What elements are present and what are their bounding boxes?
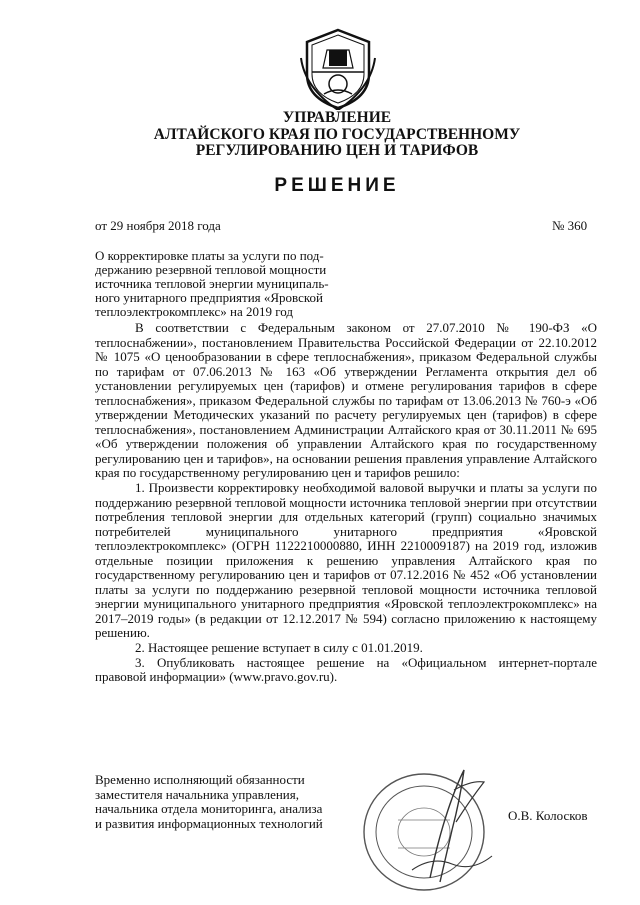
- preamble-paragraph: В соответствии с Федеральным законом от 27.07.2010 № 190-ФЗ «О теплоснабжении», постановлением Правительства Российской Федерации от 22.10.2012 № 1075 «О ценообразовании в сфере теплоснабжения», приказом Федеральной службы по тарифам от 07.06.2013 № 163 «Об утверждении Регламента открытия дел об установлении регулируемых цен (тарифов) и отмене регулирования тарифов в сфере теплоснабжения», приказом Федеральной службы по тарифам от 13.06.2013 № 760-э «Об утверждении Методических указаний по расчету регулируемых цен (тарифов) в сфере теплоснабжения», постановлением Администрации Алтайского края от 30.11.2011 № 695 «Об утверждении положения об управлении Алтайского края по государственному регулированию цен и тарифов», на основании решения правления управление Алтайского края по государственному регулированию цен и тарифов решило:: [95, 320, 597, 481]
- document-type-title: РЕШЕНИЕ: [274, 175, 400, 196]
- signatory-line: начальника отдела мониторинга, анализа: [95, 801, 323, 816]
- official-stamp: [352, 760, 502, 900]
- org-line-3: РЕГУЛИРОВАНИЮ ЦЕН И ТАРИФОВ: [195, 142, 479, 159]
- subject-line: ного унитарного предприятия «Яровской: [95, 290, 324, 305]
- subject-line: источника тепловой энергии муниципаль-: [95, 276, 329, 291]
- subject-line: держанию резервной тепловой мощности: [95, 262, 327, 277]
- document-date: от 29 ноября 2018 года: [95, 218, 221, 233]
- org-line-1: УПРАВЛЕНИЕ: [282, 109, 392, 126]
- subject-line: теплоэлектрокомплекс» на 2019 год: [95, 304, 293, 319]
- item-1-paragraph: 1. Произвести корректировку необходимой валовой выручки и платы за услуги по поддержанию резервной тепловой мощности источника тепловой энергии при отсутствии потребления тепловой энергии для отдельных категорий (групп) социально значимых потребителей муниципального унитарного предприятия «Яровской теплоэлектрокомплекс» (ОГРН 1122210000880, ИНН 2210009187) на 2019 год, изложив отдельные позиции приложения к решению управления Алтайского края по государственному регулированию цен и тарифов от 07.12.2016 № 452 «Об установлении платы за услуги по поддержанию резервной тепловой мощности источника тепловой энергии муниципального унитарного предприятия «Яровской теплоэлектрокомплекс» на 2017–2019 годы» (в редакции от 12.12.2017 № 594) согласно приложению к настоящему решению.: [95, 480, 597, 641]
- document-subject: [95, 249, 360, 319]
- signatory-line: Временно исполняющий обязанности: [95, 772, 305, 787]
- item-3-paragraph: 3. Опубликовать настоящее решение на «Официальном интернет-портале правовой информации» (www.pravo.gov.ru).: [95, 654, 597, 685]
- item-2-paragraph: 2. Настоящее решение вступает в силу с 01.01.2019.: [135, 640, 423, 656]
- document-body: [95, 321, 597, 685]
- org-line-2: АЛТАЙСКОГО КРАЯ ПО ГОСУДАРСТВЕННОМУ: [153, 125, 521, 143]
- organization-name: [0, 110, 640, 160]
- coat-of-arms-emblem: [299, 28, 377, 110]
- document-number: № 360: [552, 218, 588, 233]
- subject-line: О корректировке платы за услуги по под-: [95, 248, 324, 263]
- signatory-line: заместителя начальника управления,: [95, 786, 299, 802]
- signatory-title: [95, 773, 345, 831]
- signatory-name: О.В. Колосков: [508, 808, 588, 823]
- signatory-line: и развития информационных технологий: [95, 815, 323, 831]
